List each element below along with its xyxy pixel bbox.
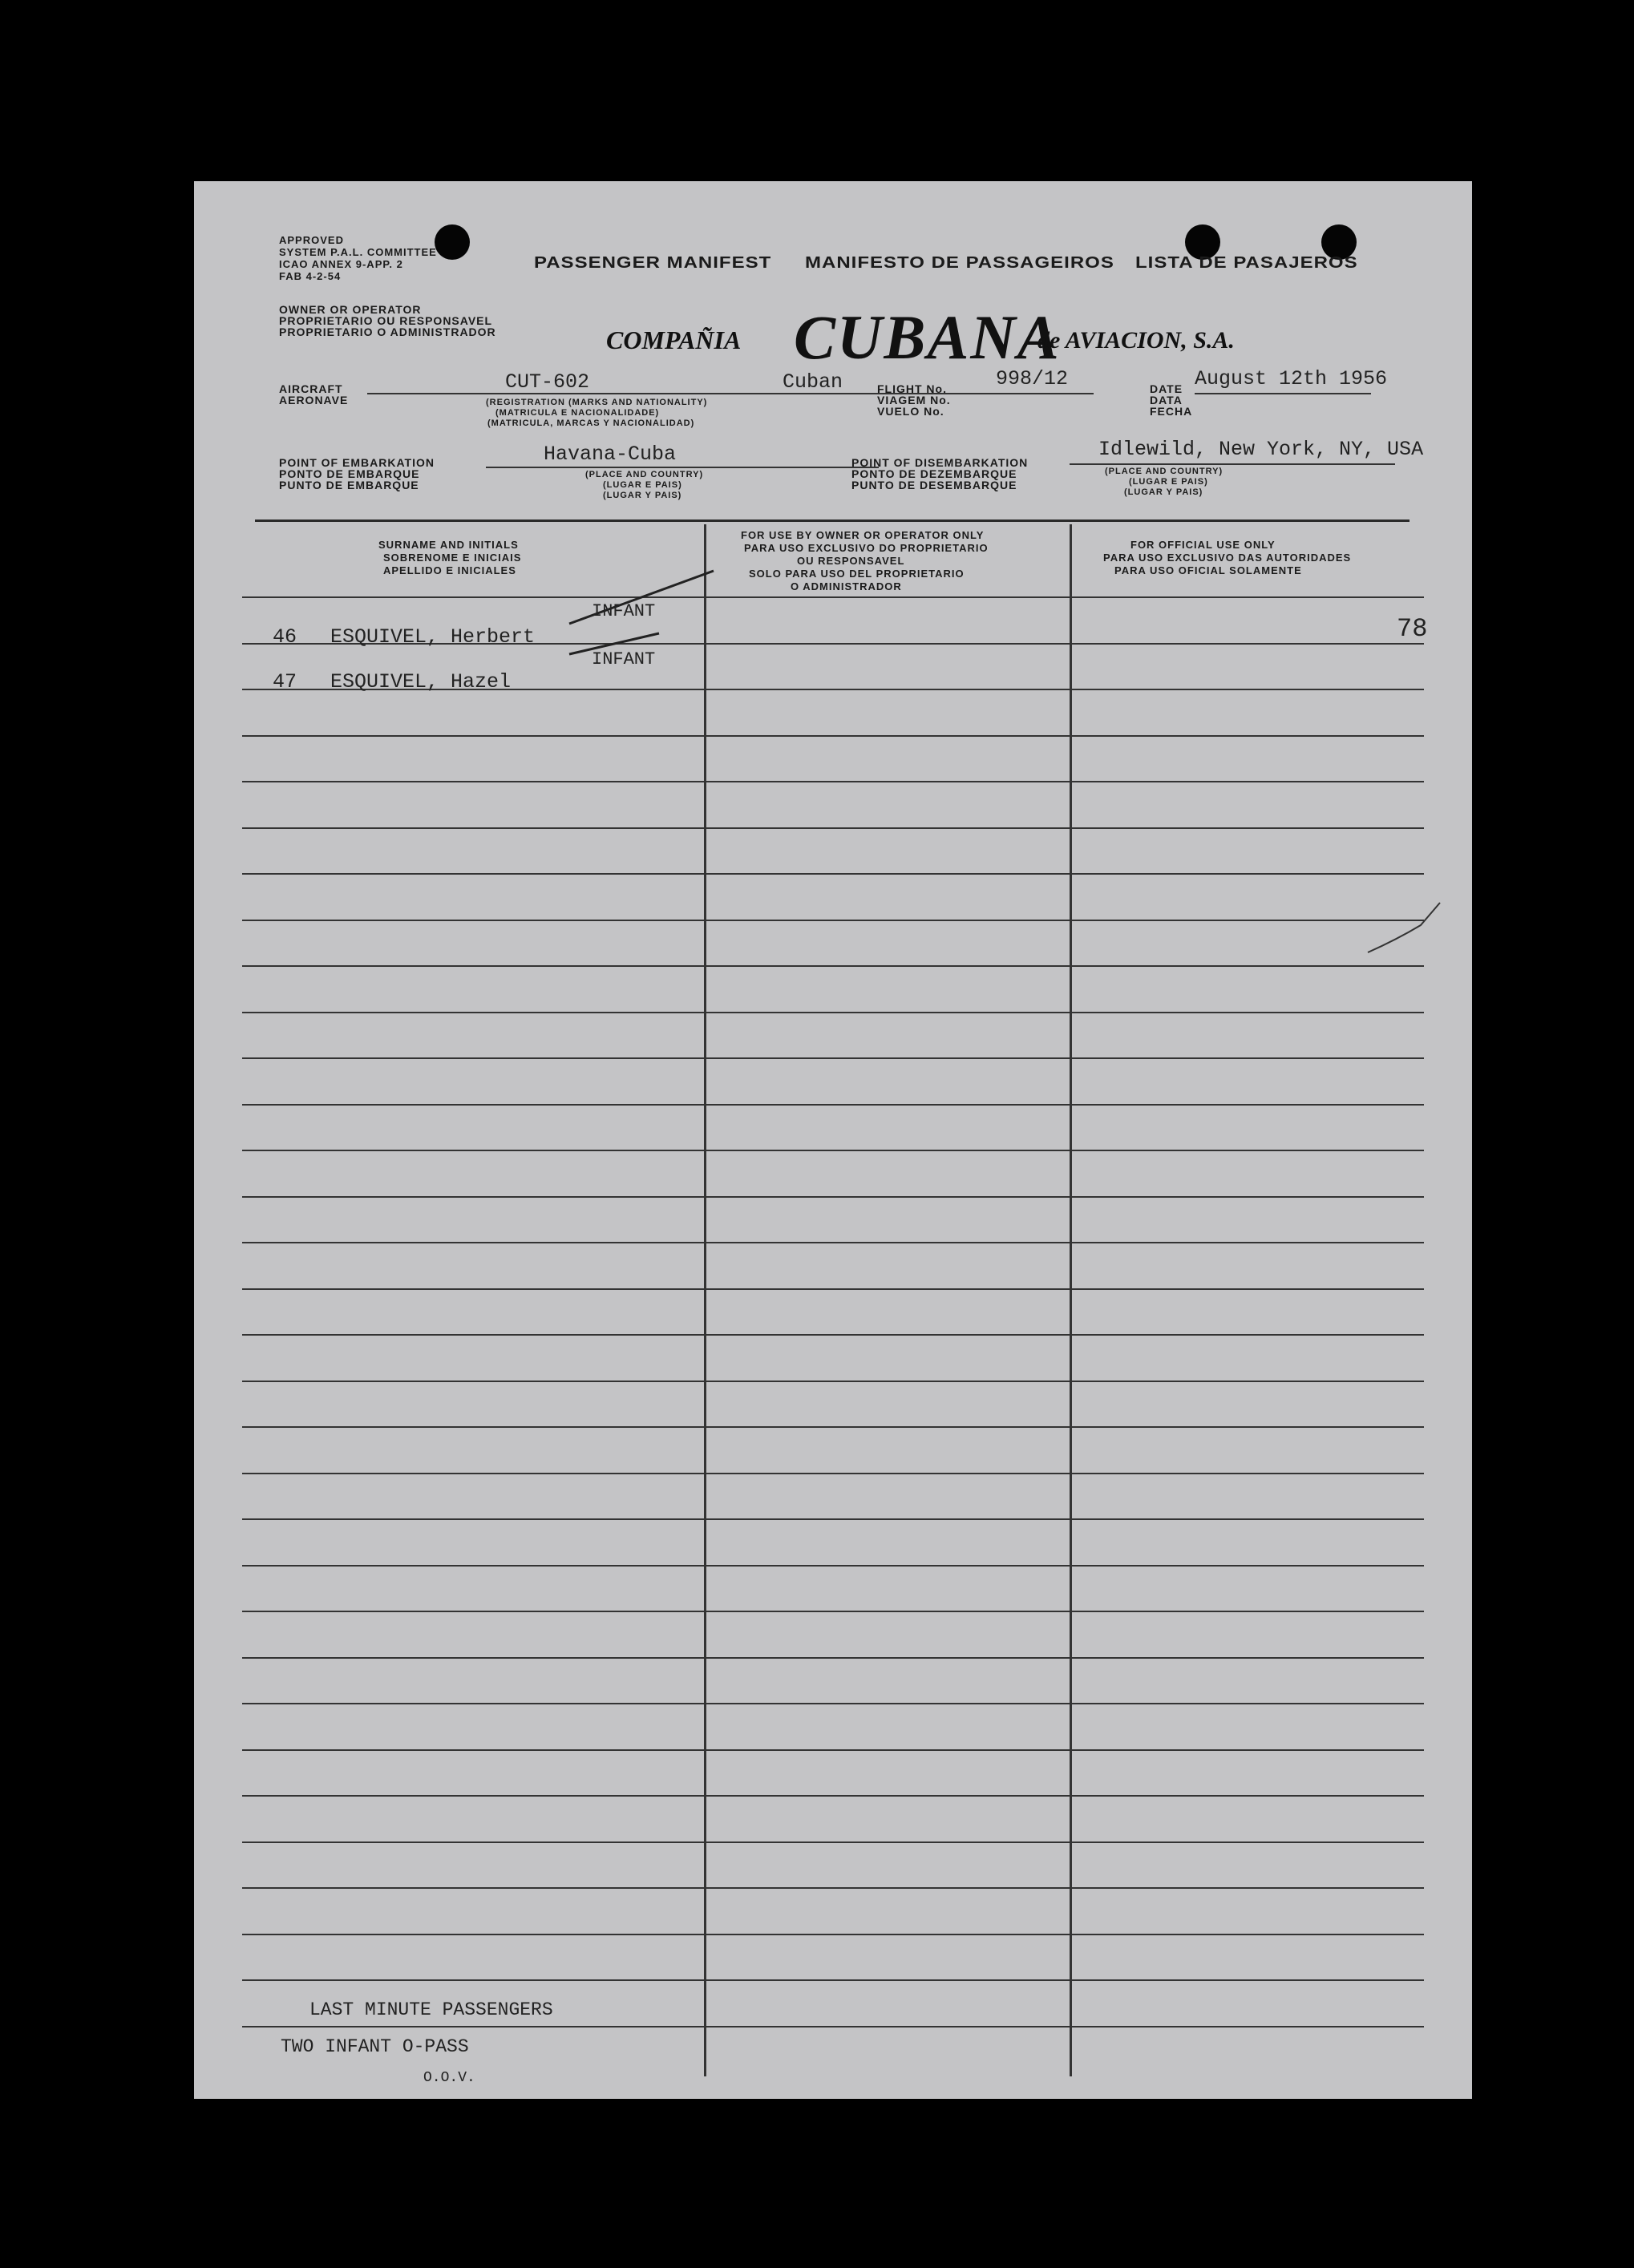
owner-label-3: PROPRIETARIO O ADMINISTRADOR bbox=[279, 325, 496, 338]
ruled-line bbox=[242, 1749, 1424, 1751]
ruled-line bbox=[242, 1979, 1424, 1981]
col-owner-header-3: OU RESPONSAVEL bbox=[797, 555, 905, 567]
ruled-line bbox=[242, 1426, 1424, 1428]
ruled-line bbox=[242, 1242, 1424, 1243]
ruled-line bbox=[242, 1611, 1424, 1612]
ruled-line bbox=[242, 1334, 1424, 1336]
ruled-line bbox=[242, 596, 1424, 598]
embarkation-value: Havana-Cuba bbox=[544, 443, 677, 466]
ruled-line bbox=[242, 1012, 1424, 1013]
ruled-line bbox=[242, 1381, 1424, 1382]
disembarkation-sub-2: (LUGAR E PAIS) bbox=[1129, 477, 1208, 487]
embarkation-sub-2: (LUGAR E PAIS) bbox=[603, 480, 682, 490]
aircraft-label-1: AIRCRAFT bbox=[279, 382, 343, 395]
approval-line-4: FAB 4-2-54 bbox=[279, 270, 342, 282]
ruled-line bbox=[242, 1057, 1424, 1059]
table-top-rule bbox=[255, 519, 1410, 522]
embarkation-label-2: PONTO DE EMBARQUE bbox=[279, 467, 420, 480]
logo-main: CUBANA bbox=[794, 302, 1061, 372]
aircraft-sub-1: (REGISTRATION (MARKS AND NATIONALITY) bbox=[486, 398, 708, 407]
logo-prefix: COMPAÑIA bbox=[606, 325, 742, 354]
ruled-line bbox=[242, 1473, 1424, 1474]
date-label-2: DATA bbox=[1150, 394, 1183, 406]
disembarkation-label-3: PUNTO DE DESEMBARQUE bbox=[851, 479, 1017, 491]
passenger-46-name: ESQUIVEL, Herbert bbox=[330, 625, 536, 649]
col-owner-header-4: SOLO PARA USO DEL PROPRIETARIO bbox=[749, 568, 965, 580]
ruled-line bbox=[242, 1104, 1424, 1106]
aircraft-registration: CUT-602 bbox=[505, 370, 590, 394]
ruled-line bbox=[242, 1795, 1424, 1797]
ruled-line bbox=[242, 1288, 1424, 1290]
embarkation-label-1: POINT OF EMBARKATION bbox=[279, 456, 435, 469]
ruled-line bbox=[242, 1565, 1424, 1567]
column-divider-2 bbox=[1070, 524, 1072, 2076]
ruled-line bbox=[242, 1657, 1424, 1659]
ruled-line bbox=[242, 873, 1424, 875]
title-portuguese: MANIFESTO DE PASSAGEIROS bbox=[805, 253, 1114, 273]
col-names-header-3: APELLIDO E INICIALES bbox=[383, 564, 516, 576]
ruled-line bbox=[242, 827, 1424, 829]
ruled-line bbox=[242, 1150, 1424, 1151]
embarkation-label-3: PUNTO DE EMBARQUE bbox=[279, 479, 419, 491]
flight-label-3: VUELO No. bbox=[877, 405, 944, 418]
embarkation-underline bbox=[486, 467, 879, 468]
flight-underline bbox=[969, 393, 1094, 394]
aircraft-sub-2: (MATRICULA E NACIONALIDADE) bbox=[495, 408, 660, 418]
punch-hole-1 bbox=[435, 224, 470, 260]
ruled-line bbox=[242, 781, 1424, 782]
flight-number: 998/12 bbox=[996, 367, 1069, 390]
date-underline bbox=[1195, 393, 1371, 394]
col-owner-header-5: O ADMINISTRADOR bbox=[791, 580, 902, 592]
passenger-46-number: 46 bbox=[273, 625, 297, 649]
ruled-line bbox=[242, 1841, 1424, 1843]
ruled-line bbox=[242, 2026, 1424, 2027]
embarkation-sub-3: (LUGAR Y PAIS) bbox=[603, 491, 682, 500]
col-owner-header-1: FOR USE BY OWNER OR OPERATOR ONLY bbox=[741, 529, 985, 541]
ruled-line bbox=[242, 1196, 1424, 1198]
owner-label-1: OWNER OR OPERATOR bbox=[279, 303, 422, 316]
col-names-header-2: SOBRENOME E INICIAIS bbox=[383, 552, 522, 564]
col-official-header-3: PARA USO OFICIAL SOLAMENTE bbox=[1114, 564, 1302, 576]
disembarkation-label-2: PONTO DE DEZEMBARQUE bbox=[851, 467, 1017, 480]
ruled-line bbox=[242, 1703, 1424, 1704]
footer-last-minute: LAST MINUTE PASSENGERS bbox=[309, 1999, 553, 2020]
title-english: PASSENGER MANIFEST bbox=[534, 253, 772, 273]
col-owner-header-2: PARA USO EXCLUSIVO DO PROPRIETARIO bbox=[744, 542, 989, 554]
ruled-line bbox=[242, 1518, 1424, 1520]
owner-label-2: PROPRIETARIO OU RESPONSAVEL bbox=[279, 314, 493, 327]
pencil-stroke bbox=[1368, 903, 1440, 952]
passenger-47-number: 47 bbox=[273, 670, 297, 693]
footer-two-infant: TWO INFANT O-PASS bbox=[281, 2036, 469, 2057]
disembarkation-underline bbox=[1070, 463, 1395, 465]
date-label-3: FECHA bbox=[1150, 405, 1193, 418]
official-number: 78 bbox=[1397, 614, 1428, 644]
date-label-1: DATE bbox=[1150, 382, 1183, 395]
disembarkation-sub-3: (LUGAR Y PAIS) bbox=[1124, 487, 1203, 497]
col-official-header-1: FOR OFFICIAL USE ONLY bbox=[1130, 539, 1276, 551]
disembarkation-value: Idlewild, New York, NY, USA bbox=[1098, 438, 1424, 461]
passenger-47-name: ESQUIVEL, Hazel bbox=[330, 670, 512, 693]
disembarkation-label-1: POINT OF DISEMBARKATION bbox=[851, 456, 1029, 469]
aircraft-nationality: Cuban bbox=[783, 370, 843, 394]
col-names-header-1: SURNAME AND INITIALS bbox=[378, 539, 519, 551]
approval-line-1: APPROVED bbox=[279, 234, 344, 246]
ruled-line bbox=[242, 1887, 1424, 1889]
ruled-line bbox=[242, 920, 1424, 921]
approval-line-3: ICAO ANNEX 9-APP. 2 bbox=[279, 258, 403, 270]
col-official-header-2: PARA USO EXCLUSIVO DAS AUTORIDADES bbox=[1103, 552, 1352, 564]
approval-line-2: SYSTEM P.A.L. COMMITTEE bbox=[279, 246, 437, 258]
embarkation-sub-1: (PLACE AND COUNTRY) bbox=[585, 470, 704, 479]
footer-oov: O.O.V. bbox=[423, 2070, 475, 2086]
flight-label-2: VIAGEM No. bbox=[877, 394, 951, 406]
flight-date: August 12th 1956 bbox=[1195, 367, 1388, 390]
title-spanish: LISTA DE PASAJEROS bbox=[1135, 253, 1358, 273]
column-divider-1 bbox=[704, 524, 706, 2076]
manifest-sheet bbox=[194, 181, 1472, 2099]
aircraft-label-2: AERONAVE bbox=[279, 394, 349, 406]
ruled-line bbox=[242, 965, 1424, 967]
flight-label-1: FLIGHT No. bbox=[877, 382, 947, 395]
aircraft-sub-3: (MATRICULA, MARCAS Y NACIONALIDAD) bbox=[487, 418, 695, 428]
passenger-46-note: INFANT bbox=[592, 601, 656, 621]
ruled-line bbox=[242, 1934, 1424, 1935]
pencil-mark bbox=[1365, 895, 1445, 959]
ruled-line bbox=[242, 735, 1424, 737]
disembarkation-sub-1: (PLACE AND COUNTRY) bbox=[1105, 467, 1223, 476]
passenger-47-note: INFANT bbox=[592, 649, 656, 669]
logo-suffix: de AVIACION, S.A. bbox=[1037, 327, 1235, 354]
